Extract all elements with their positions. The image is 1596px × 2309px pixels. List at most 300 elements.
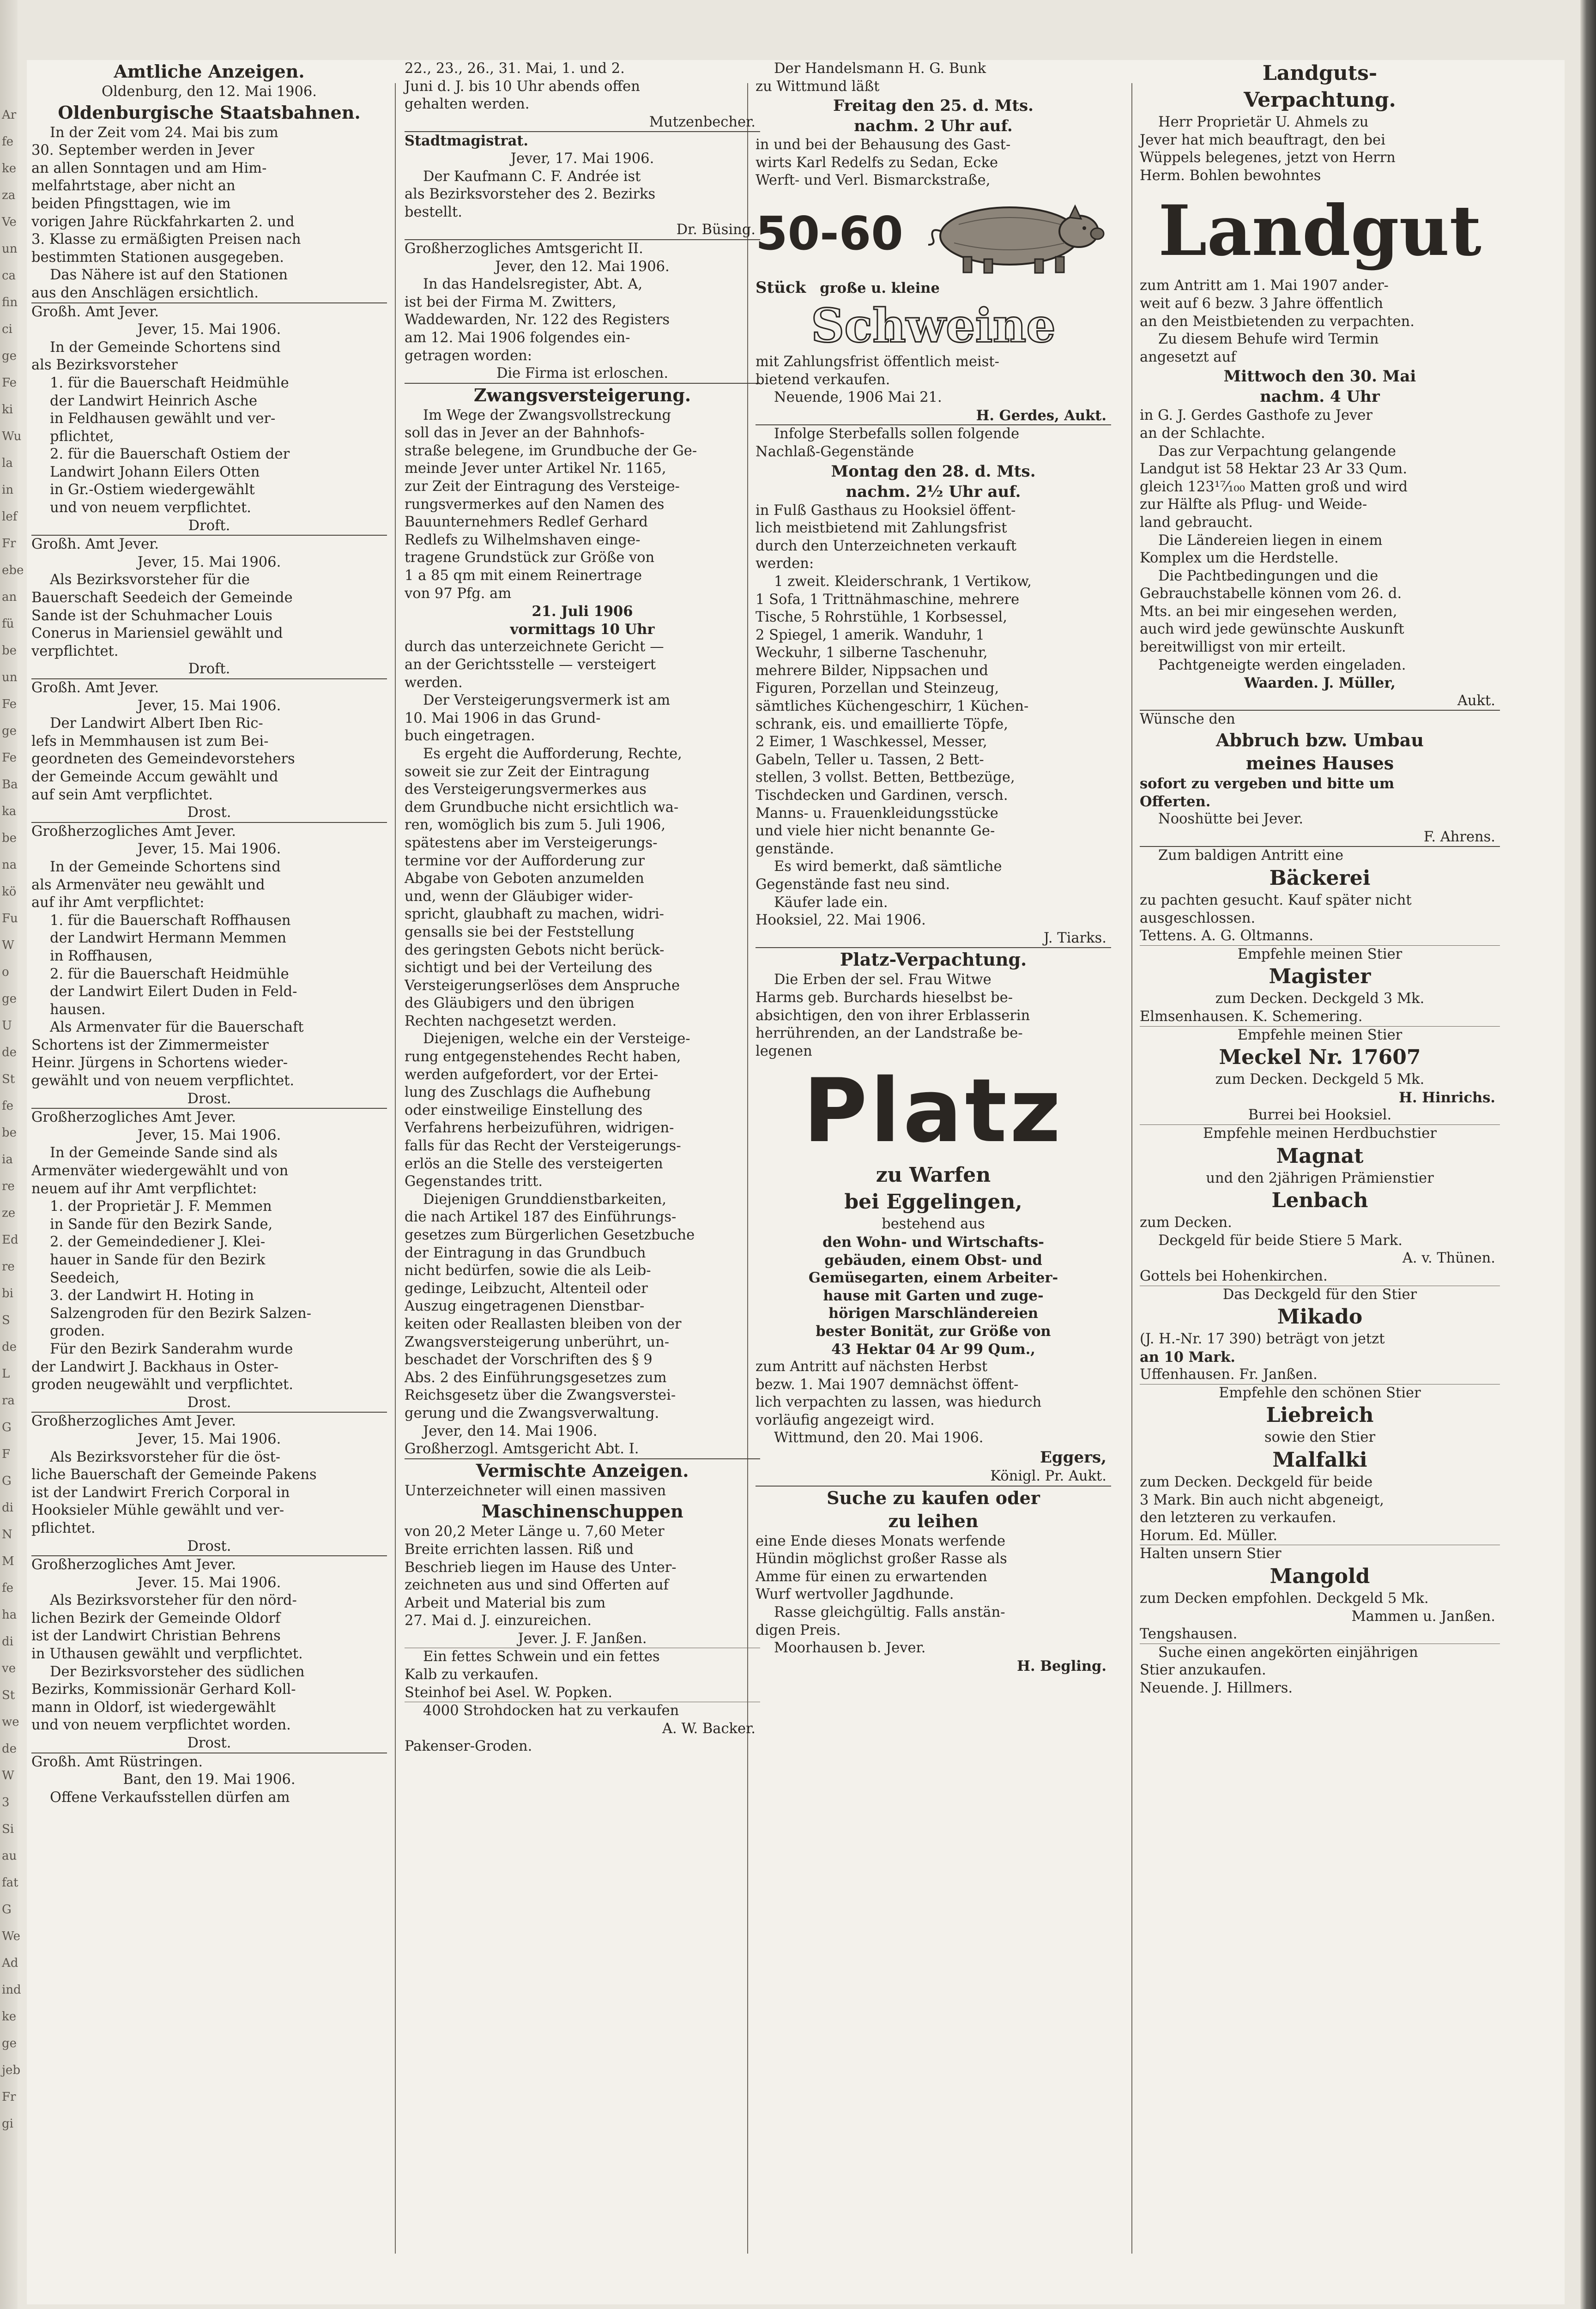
- text-line: Auszug eingetragenen Dienstbar-: [405, 1298, 645, 1315]
- text-line: zu pachten gesucht. Kauf später nicht: [1140, 892, 1412, 908]
- text-line: 2. der Gemeindediener J. Klei-: [50, 1234, 266, 1251]
- text-line: gerung und die Zwangsverwaltung.: [405, 1405, 659, 1421]
- text-line: des geringsten Gebots nicht berück-: [405, 942, 665, 958]
- text-line: Neuende, 1906 Mai 21.: [774, 389, 942, 406]
- text-line: Bäckerei: [1269, 866, 1371, 890]
- margin-glyph: G: [2, 1903, 12, 1916]
- text-line: in G. J. Gerdes Gasthofe zu Jever: [1140, 407, 1372, 424]
- column-1: [31, 60, 387, 2304]
- text-line: in Feldhausen gewählt und ver-: [50, 411, 276, 427]
- margin-glyph: Wu: [2, 429, 22, 443]
- text-line: Figuren, Porzellan und Steinzeug,: [756, 680, 999, 697]
- text-line: Droft.: [188, 517, 230, 534]
- text-line: Großherzogliches Amtsgericht II.: [405, 240, 643, 257]
- text-line: Der Kaufmann C. F. Andrée ist: [423, 168, 641, 185]
- text-line: 1. der Proprietär J. F. Memmen: [50, 1198, 272, 1215]
- margin-glyph: an: [2, 590, 17, 604]
- text-line: als Bezirksvorsteher des 2. Bezirks: [405, 186, 656, 203]
- text-line: zum Decken. Deckgeld für beide: [1140, 1474, 1373, 1491]
- text-line: buch eingetragen.: [405, 728, 535, 744]
- text-line: pflichtet.: [31, 1520, 96, 1536]
- margin-glyph: ha: [2, 1608, 17, 1622]
- text-line: der Landwirt Eilert Duden in Feld-: [50, 984, 297, 1000]
- margin-glyph: be: [2, 644, 17, 658]
- text-line: Landguts-: [1262, 61, 1378, 85]
- text-line: Weckuhr, 1 silberne Taschenuhr,: [756, 645, 988, 661]
- text-line: gensalls sie bei der Feststellung: [405, 924, 635, 940]
- text-line: zum Decken.: [1140, 1215, 1232, 1231]
- text-line: ist bei der Firma M. Zwitters,: [405, 294, 617, 310]
- text-line: Halten unsern Stier: [1140, 1546, 1282, 1562]
- text-line: groden.: [50, 1323, 105, 1340]
- text-line: pflichtet,: [50, 428, 114, 445]
- text-line: Oldenburg, den 12. Mai 1906.: [102, 84, 317, 100]
- text-line: hause mit Garten und zuge-: [823, 1287, 1044, 1304]
- text-line: Gottels bei Hohenkirchen.: [1140, 1268, 1328, 1284]
- right-page-edge: [1580, 0, 1596, 2309]
- text-line: land gebraucht.: [1140, 514, 1253, 531]
- text-line: Drost.: [187, 1735, 231, 1752]
- text-line: bestellt.: [405, 204, 462, 220]
- text-line: zur Zeit der Eintragung des Versteige-: [405, 478, 680, 495]
- text-line: 3 Mark. Bin auch nicht abgeneigt,: [1140, 1492, 1384, 1508]
- margin-glyph: bi: [2, 1287, 13, 1300]
- text-line: Empfehle meinen Stier: [1237, 946, 1403, 962]
- text-line: Manns- u. Frauenkleidungsstücke: [756, 805, 998, 822]
- margin-glyph: fin: [2, 296, 18, 309]
- margin-glyph: be: [2, 1126, 17, 1140]
- text-line: Wittmund, den 20. Mai 1906.: [774, 1430, 984, 1446]
- text-line: 4000 Strohdocken hat zu verkaufen: [423, 1703, 679, 1719]
- margin-glyph: Fu: [2, 912, 18, 925]
- text-line: F. Ahrens.: [1423, 828, 1495, 845]
- text-line: bestehend aus: [882, 1216, 985, 1233]
- text-line: Oldenburgische Staatsbahnen.: [58, 102, 361, 123]
- text-line: Tengshausen.: [1140, 1626, 1238, 1643]
- text-line: In der Gemeinde Schortens sind: [50, 858, 281, 875]
- column-rule: [1131, 83, 1132, 2254]
- text-line: Jever, 15. Mai 1906.: [137, 1127, 281, 1143]
- margin-glyph: Fe: [2, 751, 17, 765]
- text-line: Die Ländereien liegen in einem: [1158, 532, 1383, 549]
- text-line: Hooksiel, 22. Mai 1906.: [756, 912, 926, 929]
- text-line: falls für das Recht der Versteigerungs-: [405, 1138, 681, 1154]
- text-line: Das zur Verpachtung gelangende: [1158, 443, 1396, 459]
- text-line: Neuende. J. Hillmers.: [1140, 1680, 1293, 1696]
- text-line: Hündin möglichst großer Rasse als: [756, 1551, 1007, 1567]
- text-line: Redlefs zu Wilhelmshaven einge-: [405, 532, 641, 548]
- margin-glyph: ebe: [2, 563, 24, 577]
- text-line: Großherzogliches Amt Jever.: [31, 1413, 236, 1430]
- text-line: Komplex um die Herdstelle.: [1140, 550, 1339, 567]
- text-line: 2 Spiegel, 1 amerik. Wanduhr, 1: [756, 627, 985, 643]
- text-line: Jever, den 14. Mai 1906.: [423, 1423, 598, 1439]
- margin-glyph: ke: [2, 162, 17, 175]
- text-line: am 12. Mai 1906 folgendes ein-: [405, 329, 630, 346]
- text-line: H. Begling.: [1017, 1657, 1106, 1674]
- text-line: 30. September werden in Jever: [31, 142, 254, 159]
- margin-glyph: au: [2, 1849, 17, 1863]
- text-line: Großh. Amt Rüstringen.: [31, 1753, 203, 1770]
- text-line: Deckgeld für beide Stiere 5 Mark.: [1158, 1232, 1403, 1249]
- text-line: Es wird bemerkt, daß sämtliche: [774, 858, 1002, 875]
- text-line: Ein fettes Schwein und ein fettes: [423, 1649, 660, 1665]
- text-line: digen Preis.: [756, 1622, 841, 1638]
- text-line: Mammen u. Janßen.: [1351, 1608, 1495, 1625]
- margin-glyph: Fe: [2, 376, 17, 390]
- text-line: Großh. Amt Jever.: [31, 536, 159, 553]
- text-line: Harms geb. Burchards hieselbst be-: [756, 989, 1013, 1006]
- text-line: Heinr. Jürgens in Schortens wieder-: [31, 1055, 288, 1071]
- text-line: aus den Anschlägen ersichtlich.: [31, 284, 259, 301]
- text-line: in Uthausen gewählt und verpflichtet.: [31, 1646, 303, 1662]
- text-line: Die Pachtbedingungen und die: [1158, 568, 1378, 584]
- text-line: auch wird jede gewünschte Auskunft: [1140, 621, 1404, 638]
- text-line: bester Bonität, zur Größe von: [816, 1323, 1051, 1340]
- text-line: lich verpachten zu lassen, was hiedurch: [756, 1394, 1042, 1411]
- text-line: 1. für die Bauerschaft Roffhausen: [50, 912, 291, 929]
- text-line: Empfehle meinen Stier: [1237, 1027, 1403, 1043]
- text-line: keiten oder Reallasten bleiben von der: [405, 1316, 682, 1332]
- margin-glyph: ki: [2, 403, 13, 417]
- margin-glyph: di: [2, 1635, 13, 1649]
- text-line: Bant, den 19. Mai 1906.: [123, 1771, 296, 1788]
- newspaper-page: [27, 60, 1565, 2304]
- text-line: des Gläubigers und den übrigen: [405, 995, 635, 1012]
- text-line: von 20,2 Meter Länge u. 7,60 Meter: [405, 1523, 665, 1540]
- text-line: an allen Sonntagen und am Him-: [31, 160, 267, 176]
- margin-glyph: un: [2, 242, 18, 256]
- margin-glyph: we: [2, 1715, 19, 1729]
- text-line: in Gr.-Ostiem wiedergewählt: [50, 482, 255, 498]
- margin-glyph: ind: [2, 1983, 21, 1997]
- margin-glyph: fe: [2, 135, 14, 149]
- text-line: zu leihen: [888, 1510, 979, 1531]
- text-line: 2. für die Bauerschaft Heidmühle: [50, 966, 289, 982]
- text-line: Zum baldigen Antritt eine: [1158, 847, 1344, 864]
- margin-glyph: be: [2, 831, 17, 845]
- text-line: Rechten nachgesetzt werden.: [405, 1013, 617, 1029]
- text-line: auf sein Amt verpflichtet.: [31, 786, 213, 803]
- text-line: Meckel Nr. 17607: [1219, 1046, 1421, 1070]
- margin-glyph: ge: [2, 349, 17, 363]
- text-line: Hooksieler Mühle gewählt und ver-: [31, 1502, 284, 1519]
- text-line: angesetzt auf: [1140, 349, 1236, 365]
- text-line: zum Decken. Deckgeld 3 Mk.: [1215, 991, 1425, 1007]
- text-line: Nooshütte bei Jever.: [1158, 811, 1304, 828]
- text-line: Herm. Bohlen bewohntes: [1140, 167, 1321, 184]
- text-line: werden.: [405, 674, 463, 691]
- text-line: soll das in Jever an der Bahnhofs-: [405, 425, 645, 441]
- text-line: zu Wittmund läßt: [756, 78, 880, 95]
- text-line: beschadet der Vorschriften des § 9: [405, 1352, 653, 1368]
- text-line: Droft.: [188, 661, 230, 677]
- text-line: nachm. 4 Uhr: [1260, 387, 1380, 406]
- margin-glyph: jeb: [2, 2063, 21, 2077]
- text-line: bezw. 1. Mai 1907 demnächst öffent-: [756, 1376, 1019, 1393]
- text-line: Liebreich: [1266, 1403, 1374, 1427]
- margin-glyph: N: [2, 1528, 12, 1541]
- text-line: Dr. Büsing.: [676, 222, 756, 238]
- text-line: Tische, 5 Rohrstühle, 1 Korbsessel,: [756, 609, 1007, 626]
- margin-glyph: Ed: [2, 1233, 18, 1247]
- text-line: Zu diesem Behufe wird Termin: [1158, 331, 1379, 348]
- text-line: der Gemeinde Accum gewählt und: [31, 768, 278, 785]
- text-line: Großherzogl. Amtsgericht Abt. I.: [405, 1441, 639, 1457]
- text-line: zur Hälfte als Pflug- und Weide-: [1140, 496, 1367, 513]
- text-line: Käufer lade ein.: [774, 894, 888, 911]
- text-line: nachm. 2½ Uhr auf.: [846, 482, 1021, 501]
- margin-glyph: fe: [2, 1099, 14, 1113]
- margin-glyph: ra: [2, 1394, 15, 1408]
- text-line: zum Antritt auf nächsten Herbst: [756, 1359, 988, 1375]
- margin-glyph: Fe: [2, 697, 17, 711]
- column-rule: [395, 83, 396, 2254]
- text-line: gedinge, Leibzucht, Altenteil oder: [405, 1280, 648, 1297]
- text-line: Uffenhausen. Fr. Janßen.: [1140, 1366, 1318, 1383]
- text-line: durch den Unterzeichneten verkauft: [756, 538, 1016, 554]
- text-line: gleich 123¹⁷⁄₁₀₀ Matten groß und wird: [1140, 478, 1408, 495]
- text-line: 3. Klasse zu ermäßigten Preisen nach: [31, 231, 301, 248]
- text-line: Der Versteigerungsvermerk ist am: [423, 692, 671, 709]
- pig-subline: [756, 278, 1111, 298]
- text-line: Diejenigen Grunddienstbarkeiten,: [423, 1191, 666, 1208]
- text-line: bestimmten Stationen ausgegeben.: [31, 249, 284, 266]
- text-line: der Eintragung in das Grundbuch: [405, 1245, 646, 1261]
- text-line: Schortens ist der Zimmermeister: [31, 1037, 269, 1053]
- text-line: 2 Eimer, 1 Waschkessel, Messer,: [756, 734, 987, 750]
- text-line: Jever hat mich beauftragt, den bei: [1140, 132, 1385, 148]
- text-line: lung des Zuschlags die Aufhebung: [405, 1084, 651, 1101]
- text-line: Jever, 15. Mai 1906.: [137, 554, 281, 570]
- margin-glyph: Ad: [2, 1956, 18, 1970]
- margin-glyph: za: [2, 188, 16, 202]
- text-line: 22., 23., 26., 31. Mai, 1. und 2.: [405, 60, 625, 77]
- margin-glyph: ve: [2, 1662, 16, 1675]
- text-line: gewählt und von neuem verpflichtet.: [31, 1073, 295, 1089]
- text-line: zeichneten aus und sind Offerten auf: [405, 1577, 669, 1594]
- text-line: Pakenser-Groden.: [405, 1738, 532, 1755]
- text-line: Burrei bei Hooksiel.: [1248, 1107, 1392, 1124]
- text-line: den letzteren zu verkaufen.: [1140, 1510, 1336, 1526]
- text-line: der Landwirt J. Backhaus in Oster-: [31, 1359, 279, 1375]
- pig-count: 50-60: [756, 206, 903, 260]
- text-line: getragen worden:: [405, 347, 532, 364]
- text-line: und, wenn der Gläubiger wider-: [405, 888, 633, 905]
- margin-glyph: S: [2, 1313, 10, 1327]
- left-page-edge: [0, 0, 24, 2309]
- text-line: Der Handelsmann H. G. Bunk: [774, 60, 986, 77]
- text-line: absichtigen, den von ihrer Erblasserin: [756, 1007, 1030, 1024]
- margin-glyph: Fr: [2, 2090, 16, 2104]
- text-line: an 10 Mark.: [1140, 1348, 1235, 1366]
- text-line: Als Bezirksvorsteher für die öst-: [50, 1449, 281, 1465]
- text-line: Großherzogliches Amt Jever.: [31, 1109, 236, 1126]
- text-line: Als Bezirksvorsteher für die: [50, 572, 250, 588]
- text-line: an der Gerichtsstelle — versteigert: [405, 657, 656, 673]
- text-line: wirts Karl Redelfs zu Sedan, Ecke: [756, 154, 998, 171]
- margin-glyph: G: [2, 1420, 12, 1434]
- text-line: und den 2jährigen Prämienstier: [1206, 1170, 1434, 1186]
- text-line: Versteigerungserlöses dem Anspruche: [405, 977, 680, 994]
- text-line: der Landwirt Hermann Memmen: [50, 930, 286, 947]
- text-line: Sande ist der Schuhmacher Louis: [31, 607, 272, 624]
- text-line: Mangold: [1270, 1565, 1370, 1589]
- text-line: Jever, den 12. Mai 1906.: [495, 258, 670, 275]
- margin-glyph: F: [2, 1447, 11, 1461]
- text-line: spricht, glaubhaft zu machen, widri-: [405, 906, 664, 923]
- text-line: straße belegene, im Grundbuche der Ge-: [405, 442, 697, 459]
- margin-glyph: de: [2, 1046, 17, 1059]
- margin-glyph: U: [2, 1019, 12, 1033]
- text-line: Die Firma ist erloschen.: [496, 365, 669, 382]
- margin-glyph: Ve: [2, 215, 17, 229]
- margin-glyph: re: [2, 1179, 15, 1193]
- text-line: Gegenstandes tritt.: [405, 1173, 543, 1190]
- pig-grosse: große u. kleine: [820, 279, 940, 296]
- margin-glyph: ca: [2, 269, 16, 283]
- text-line: Kalb zu verkaufen.: [405, 1667, 539, 1683]
- text-line: Landgut ist 58 Hektar 23 Ar 33 Qum.: [1140, 461, 1408, 478]
- text-line: Bezirks, Kommissionär Gerhard Koll-: [31, 1681, 296, 1698]
- column-4: [1140, 60, 1500, 2304]
- text-line: Jever, 15. Mai 1906.: [137, 841, 281, 858]
- text-line: des Versteigerungsvermerkes aus: [405, 781, 647, 798]
- text-line: gehalten werden.: [405, 96, 530, 113]
- margin-glyph: na: [2, 858, 17, 872]
- text-line: 1 zweit. Kleiderschrank, 1 Vertikow,: [774, 573, 1032, 590]
- text-line: Suche zu kaufen oder: [827, 1487, 1040, 1508]
- text-line: Waarden. J. Müller,: [1244, 675, 1396, 692]
- text-line: Malfalki: [1272, 1448, 1367, 1472]
- text-line: Das Deckgeld für den Stier: [1222, 1286, 1417, 1303]
- text-line: 1 a 85 qm mit einem Reinertrage: [405, 568, 642, 584]
- margin-glyph: fe: [2, 1581, 14, 1595]
- margin-glyph: M: [2, 1554, 14, 1568]
- text-line: vorigen Jahre Rückfahrkarten 2. und: [31, 213, 295, 230]
- text-line: In der Gemeinde Schortens sind: [50, 339, 281, 356]
- text-line: Offene Verkaufsstellen dürfen am: [50, 1789, 290, 1806]
- text-line: Als Armenvater für die Bauerschaft: [50, 1019, 304, 1036]
- text-line: sichtigt und bei der Verteilung des: [405, 960, 653, 976]
- text-line: an den Meistbietenden zu verpachten.: [1140, 313, 1415, 330]
- text-line: rung entgegenstehendes Recht haben,: [405, 1049, 681, 1065]
- text-line: Infolge Sterbefalls sollen folgende: [774, 426, 1020, 442]
- text-line: Jever, 15. Mai 1906.: [137, 1431, 281, 1447]
- text-line: ist der Landwirt Frerich Corporal in: [31, 1484, 290, 1501]
- text-line: mann in Oldorf, ist wiedergewählt: [31, 1699, 276, 1716]
- margin-glyph: fat: [2, 1876, 18, 1890]
- text-line: werden aufgefordert, vor der Ertei-: [405, 1066, 659, 1083]
- text-line: Platz-Verpachtung.: [840, 949, 1027, 970]
- text-line: hörigen Marschländereien: [828, 1305, 1039, 1322]
- text-line: gesetzes zum Bürgerlichen Gesetzbuche: [405, 1227, 695, 1243]
- margin-glyph: ia: [2, 1153, 13, 1167]
- text-line: weit auf 6 bezw. 3 Jahre öffentlich: [1140, 295, 1383, 312]
- text-line: 2. für die Bauerschaft Ostiem der: [50, 446, 290, 463]
- text-line: Lenbach: [1271, 1189, 1368, 1213]
- text-line: an der Schlachte.: [1140, 425, 1265, 441]
- text-line: Tischdecken und Gardinen, versch.: [756, 787, 1008, 804]
- text-line: lich meistbietend mit Zahlungsfrist: [756, 520, 1007, 537]
- text-line: Bauunternehmers Redlef Gerhard: [405, 514, 648, 531]
- margin-glyph: lef: [2, 510, 18, 524]
- text-line: Amme für einen zu erwartenden: [756, 1568, 987, 1585]
- text-line: Es ergeht die Aufforderung, Rechte,: [423, 745, 682, 762]
- text-line: durch das unterzeichnete Gericht —: [405, 639, 664, 655]
- text-line: Als Bezirksvorsteher für den nörd-: [50, 1592, 297, 1609]
- text-line: genstände.: [756, 840, 834, 857]
- text-line: In das Handelsregister, Abt. A,: [423, 276, 643, 293]
- text-line: Vermischte Anzeigen.: [476, 1460, 689, 1481]
- left-margin-glyphs: [2, 102, 24, 2137]
- text-line: Mts. an bei mir eingesehen werden,: [1140, 603, 1397, 620]
- text-line: nicht bedürfen, sowie die als Leib-: [405, 1263, 651, 1279]
- text-line: melfahrtstage, aber nicht an: [31, 178, 236, 194]
- text-line: Die Erben der sel. Frau Witwe: [774, 972, 991, 988]
- text-line: die nach Artikel 187 des Einführungs-: [405, 1209, 677, 1226]
- text-line: Herr Proprietär U. Ahmels zu: [1158, 114, 1369, 130]
- pig-illustration: [903, 192, 1106, 275]
- text-line: Im Wege der Zwangsvollstreckung: [423, 407, 671, 423]
- text-line: Landwirt Johann Eilers Otten: [50, 464, 260, 480]
- text-line: Steinhof bei Asel. W. Popken.: [405, 1684, 612, 1701]
- text-line: gebäuden, einem Obst- und: [824, 1251, 1042, 1269]
- text-line: Mikado: [1277, 1305, 1363, 1329]
- text-line: Amtliche Anzeigen.: [114, 61, 305, 82]
- platz-headline: Platz: [803, 1060, 1064, 1162]
- margin-glyph: ze: [2, 1206, 16, 1220]
- margin-glyph: Fr: [2, 537, 16, 550]
- text-line: 21. Juli 1906: [532, 603, 633, 620]
- margin-glyph: un: [2, 671, 18, 684]
- margin-glyph: St: [2, 1072, 15, 1086]
- text-line: mit Zahlungsfrist öffentlich meist-: [756, 353, 999, 370]
- text-line: und viele hier nicht benannte Ge-: [756, 823, 995, 840]
- text-line: In der Gemeinde Sande sind als: [50, 1145, 278, 1161]
- text-line: Breite errichten lassen. Riß und: [405, 1541, 634, 1558]
- text-line: Großh. Amt Jever.: [31, 303, 159, 320]
- margin-glyph: kö: [2, 885, 17, 899]
- text-line: zu Warfen: [876, 1163, 991, 1187]
- text-line: Das Nähere ist auf den Stationen: [50, 267, 288, 284]
- margin-glyph: ke: [2, 2010, 17, 2024]
- text-line: Stadtmagistrat.: [405, 133, 529, 150]
- text-line: verpflichtet.: [31, 643, 119, 659]
- text-line: Werft- und Verl. Bismarckstraße,: [756, 172, 991, 189]
- text-line: Suche einen angekörten einjährigen: [1158, 1644, 1418, 1661]
- margin-glyph: ge: [2, 992, 17, 1006]
- text-line: Abs. 2 des Einführungsgesetzes zum: [405, 1369, 667, 1386]
- text-line: mehrere Bilder, Nippsachen und: [756, 662, 988, 679]
- text-line: Drost.: [187, 1090, 231, 1107]
- text-line: vorläufig angezeigt wird.: [756, 1412, 935, 1428]
- text-line: Beschrieb liegen im Hause des Unter-: [405, 1559, 677, 1576]
- text-line: termine vor der Aufforderung zur: [405, 852, 645, 869]
- text-line: Magnat: [1276, 1144, 1364, 1168]
- margin-glyph: Ba: [2, 778, 18, 792]
- text-line: nachm. 2 Uhr auf.: [854, 117, 1013, 136]
- text-line: H. Hinrichs.: [1399, 1089, 1495, 1106]
- text-line: meines Hauses: [1245, 753, 1394, 774]
- text-line: Mutzenbecher.: [649, 114, 756, 130]
- text-line: lichen Bezirk der Gemeinde Oldorf: [31, 1610, 281, 1626]
- text-line: Jever. 15. Mai 1906.: [137, 1574, 281, 1591]
- margin-glyph: fü: [2, 617, 14, 631]
- text-line: bietend verkaufen.: [756, 371, 890, 388]
- text-line: zum Decken. Deckgeld 5 Mk.: [1215, 1071, 1425, 1088]
- text-line: zum Decken empfohlen. Deckgeld 5 Mk.: [1140, 1590, 1429, 1607]
